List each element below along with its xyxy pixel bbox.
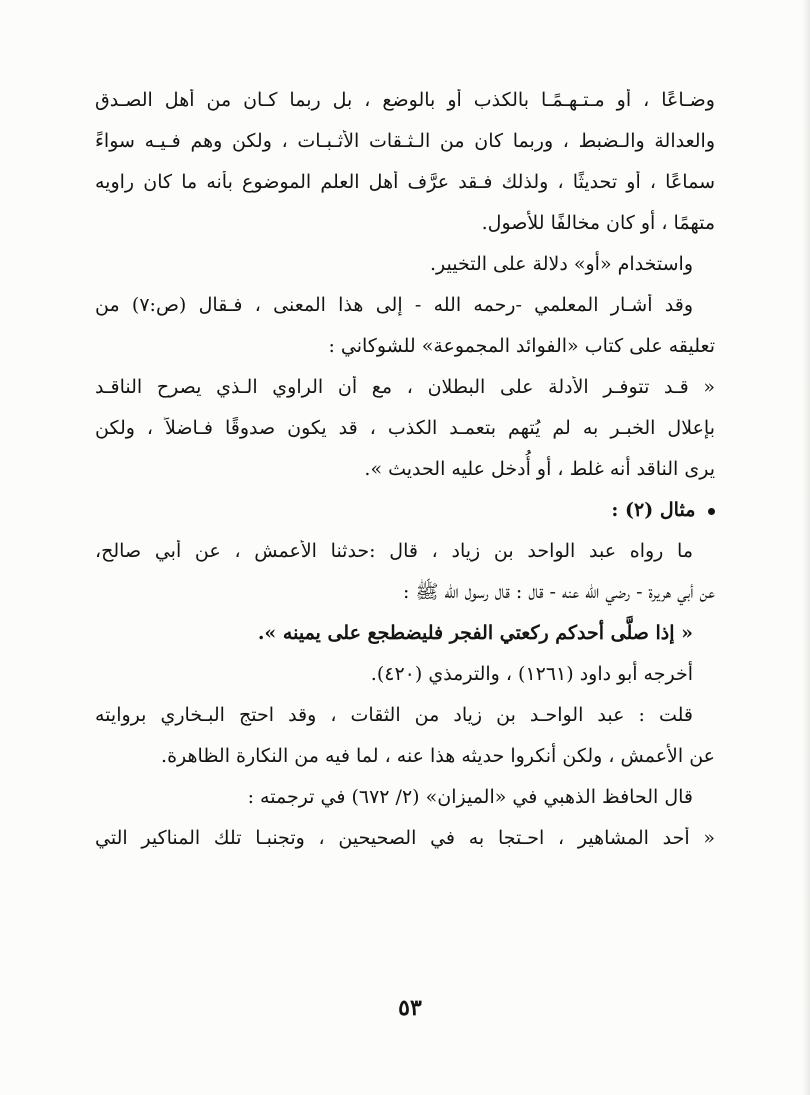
text-line: تعليقه على كتاب «الفوائد المجموعة» للشوكاني :: [328, 335, 715, 358]
quote-line: « قـد تتوفـر الأدلة على البطلان ، مع أن الراوي الـذي يصرح الناقـد: [95, 375, 715, 398]
body-text: [95, 80, 715, 859]
text-line: وضـاعًا ، أو مـتـهـمًـا بالكذب أو بالوضع ، بل ربما كـان من أهل الصـدق: [95, 88, 715, 111]
bullet-icon: [708, 508, 715, 515]
quote-line: يرى الناقد أنه غلط ، أو أُدخل عليه الحديث ».: [364, 458, 715, 481]
example-heading: [95, 490, 715, 531]
text-line: أخرجه أبو داود (١٢٦١) ، والترمذي (٤٢٠).: [370, 663, 693, 686]
text-line: عن أبي هريرة - رضي الله عنه - قال : قال رسول الله ﷺ :: [403, 581, 715, 604]
page-number: ٥٣: [398, 995, 422, 1021]
page-scan-edge: [802, 0, 810, 1095]
example-heading-label: مثال (٢) :: [611, 499, 696, 522]
text-line: قال الحافظ الذهبي في «الميزان» (٢/ ٦٧٢) في ترجمته :: [247, 786, 693, 809]
hadith-text: « إذا صلَّى أحدكم ركعتي الفجر فليضطجع على يمينه ».: [257, 622, 693, 645]
quote-line: بإعلال الخبـر به لم يُتهم بتعمـد الكذب ، قد يكون صدوقًا فـاضلاً ، ولكن: [95, 416, 715, 439]
text-line: والعدالة والـضبط ، وربما كان من الـثـقات الأثـبـات ، ولكن وهم فـيـه سواءً: [95, 129, 715, 152]
quote-line: « أحد المشاهير ، احـتجا به في الصحيحين ، وتجنبـا تلك المناكير التي: [95, 826, 715, 849]
text-line: وقد أشـار المعلمي -رحمه الله - إلى هذا المعنى ، فـقال (ص:٧) من: [95, 293, 694, 316]
example-heading-wrap: [611, 499, 715, 522]
text-line: قلت : عبد الواحـد بن زياد من الثقات ، وقد احتج البـخاري بروايته: [95, 703, 693, 726]
text-line: ما رواه عبد الواحد بن زياد ، قال :حدثنا الأعمش ، عن أبي صالح،: [95, 539, 693, 562]
text-line: عن الأعمش ، ولكن أنكروا حديثه هذا عنه ، لما فيه من النكارة الظاهرة.: [161, 745, 715, 768]
text-line: سماعًا ، أو تحديثًا ، ولذلك فـقد عرَّف أهل العلم الموضوع بأنه ما كان راويه: [95, 170, 715, 193]
text-line: واستخدام «أو» دلالة على التخيير.: [429, 253, 693, 276]
text-line: متهمًا ، أو كان مخالفًا للأصول.: [481, 212, 715, 235]
